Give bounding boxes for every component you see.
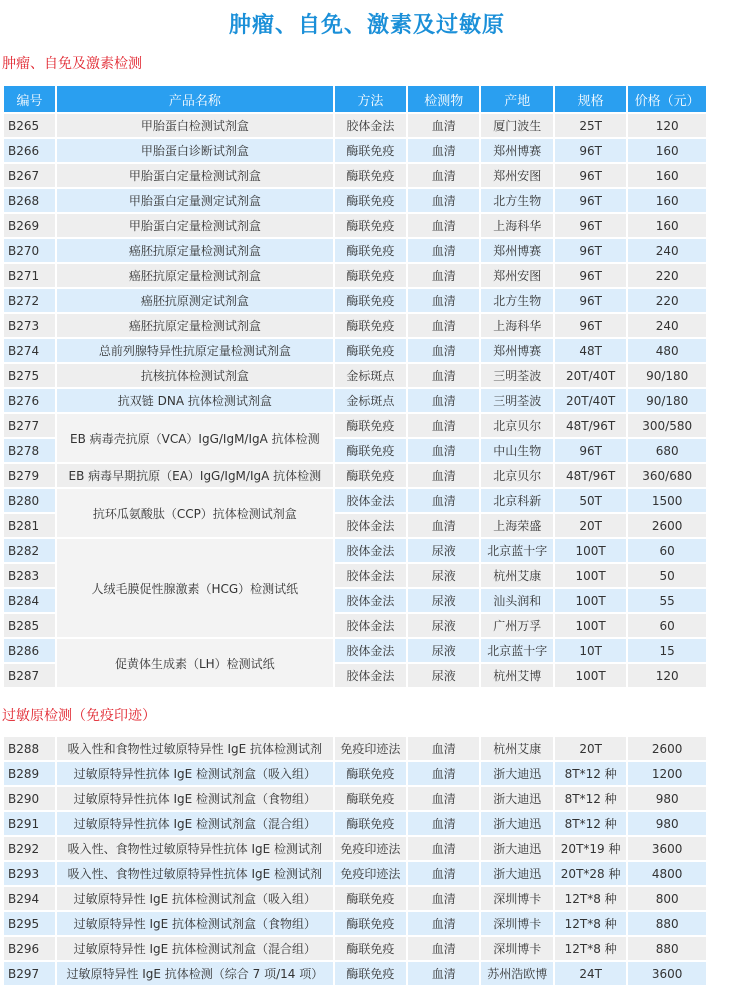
table-row [4,737,706,760]
cell-price: 680 [628,439,706,462]
cell-sample: 血清 [408,762,479,785]
cell-method: 酶联免疫 [335,414,406,437]
cell-origin: 上海荣盛 [481,514,552,537]
cell-name: 甲胎蛋白定量检测试剂盒 [57,214,333,237]
cell-method: 免疫印迹法 [335,862,406,885]
table-row [4,339,706,362]
table-row [4,787,706,810]
cell-code: B268 [4,189,55,212]
cell-code: B270 [4,239,55,262]
cell-code: B282 [4,539,55,562]
cell-price: 220 [628,264,706,287]
cell-origin: 北京科新 [481,489,552,512]
cell-origin: 上海科华 [481,214,552,237]
table-row [4,364,706,387]
cell-sample: 血清 [408,489,479,512]
header-name: 产品名称 [57,86,333,112]
cell-method: 金标斑点 [335,389,406,412]
cell-name: 抗核抗体检测试剂盒 [57,364,333,387]
cell-name: 癌胚抗原定量检测试剂盒 [57,264,333,287]
cell-spec: 12T*8 种 [555,887,626,910]
header-spec: 规格 [555,86,626,112]
cell-name: EB 病毒壳抗原（VCA）IgG/IgM/IgA 抗体检测 [57,414,333,462]
cell-code: B279 [4,464,55,487]
cell-method: 酶联免疫 [335,962,406,985]
cell-method: 酶联免疫 [335,762,406,785]
cell-price: 2600 [628,514,706,537]
section-title-tumor: 肿瘤、自免及激素检测 [2,56,142,72]
cell-name: 吸入性、食物性过敏原特异性抗体 IgE 检测试剂 [57,862,333,885]
cell-spec: 96T [555,439,626,462]
cell-origin: 三明荃波 [481,364,552,387]
cell-code: B291 [4,812,55,835]
cell-code: B281 [4,514,55,537]
cell-spec: 100T [555,664,626,687]
cell-sample: 血清 [408,812,479,835]
cell-origin: 深圳博卡 [481,887,552,910]
cell-code: B286 [4,639,55,662]
cell-code: B273 [4,314,55,337]
table-row [4,489,706,512]
cell-sample: 血清 [408,514,479,537]
cell-code: B274 [4,339,55,362]
cell-method: 胶体金法 [335,664,406,687]
cell-spec: 100T [555,589,626,612]
cell-sample: 血清 [408,414,479,437]
cell-price: 220 [628,289,706,312]
table-row [4,862,706,885]
cell-price: 90/180 [628,364,706,387]
cell-code: B284 [4,589,55,612]
cell-name: 过敏原特异性 IgE 抗体检测（综合 7 项/14 项） [57,962,333,985]
cell-method: 胶体金法 [335,589,406,612]
cell-method: 酶联免疫 [335,439,406,462]
cell-code: B269 [4,214,55,237]
cell-origin: 杭州艾康 [481,564,552,587]
cell-code: B277 [4,414,55,437]
cell-origin: 北京贝尔 [481,464,552,487]
cell-spec: 96T [555,189,626,212]
cell-code: B267 [4,164,55,187]
cell-code: B272 [4,289,55,312]
header-method: 方法 [335,86,406,112]
cell-spec: 96T [555,214,626,237]
cell-origin: 郑州安图 [481,264,552,287]
table-row [4,239,706,262]
cell-price: 60 [628,614,706,637]
cell-sample: 血清 [408,439,479,462]
cell-method: 胶体金法 [335,539,406,562]
cell-code: B276 [4,389,55,412]
table-row [4,887,706,910]
cell-price: 55 [628,589,706,612]
cell-spec: 20T [555,737,626,760]
cell-method: 胶体金法 [335,614,406,637]
cell-code: B292 [4,837,55,860]
cell-price: 980 [628,812,706,835]
cell-sample: 血清 [408,339,479,362]
cell-sample: 血清 [408,164,479,187]
cell-origin: 浙大迪迅 [481,862,552,885]
page-title: 肿瘤、自免、激素及过敏原 [228,13,505,38]
cell-spec: 24T [555,962,626,985]
table-row [4,139,706,162]
cell-price: 3600 [628,962,706,985]
cell-sample: 血清 [408,837,479,860]
cell-method: 胶体金法 [335,514,406,537]
cell-name: 吸入性和食物性过敏原特异性 IgE 抗体检测试剂 [57,737,333,760]
cell-method: 酶联免疫 [335,787,406,810]
cell-method: 金标斑点 [335,364,406,387]
cell-origin: 北方生物 [481,189,552,212]
cell-sample: 血清 [408,114,479,137]
cell-code: B265 [4,114,55,137]
cell-method: 酶联免疫 [335,937,406,960]
cell-price: 1500 [628,489,706,512]
cell-name: 促黄体生成素（LH）检测试纸 [57,639,333,687]
cell-sample: 尿液 [408,539,479,562]
cell-name: 甲胎蛋白定量检测试剂盒 [57,164,333,187]
cell-sample: 血清 [408,289,479,312]
table-row [4,962,706,985]
cell-origin: 郑州博赛 [481,339,552,362]
cell-origin: 浙大迪迅 [481,837,552,860]
cell-code: B271 [4,264,55,287]
table-row [4,539,706,562]
cell-sample: 血清 [408,787,479,810]
table-row [4,639,706,662]
cell-code: B266 [4,139,55,162]
cell-code: B287 [4,664,55,687]
table-row [4,389,706,412]
cell-name: 总前列腺特异性抗原定量检测试剂盒 [57,339,333,362]
cell-spec: 96T [555,164,626,187]
cell-sample: 血清 [408,189,479,212]
cell-origin: 中山生物 [481,439,552,462]
cell-sample: 血清 [408,214,479,237]
cell-method: 酶联免疫 [335,164,406,187]
cell-method: 酶联免疫 [335,464,406,487]
cell-spec: 8T*12 种 [555,762,626,785]
cell-origin: 上海科华 [481,314,552,337]
cell-code: B275 [4,364,55,387]
cell-sample: 血清 [408,314,479,337]
cell-price: 160 [628,164,706,187]
cell-code: B288 [4,737,55,760]
cell-origin: 汕头润和 [481,589,552,612]
cell-price: 4800 [628,862,706,885]
cell-price: 120 [628,664,706,687]
cell-spec: 10T [555,639,626,662]
cell-price: 980 [628,787,706,810]
cell-name: 癌胚抗原定量检测试剂盒 [57,239,333,262]
section-title-allergen: 过敏原检测（免疫印迹） [2,708,156,724]
cell-sample: 尿液 [408,564,479,587]
cell-name: 癌胚抗原测定试剂盒 [57,289,333,312]
allergen-table-body [4,737,706,985]
cell-spec: 48T [555,339,626,362]
cell-method: 酶联免疫 [335,214,406,237]
cell-name: 抗环瓜氨酸肽（CCP）抗体检测试剂盒 [57,489,333,537]
cell-spec: 96T [555,314,626,337]
cell-spec: 100T [555,539,626,562]
cell-spec: 50T [555,489,626,512]
cell-code: B295 [4,912,55,935]
cell-code: B289 [4,762,55,785]
cell-name: 甲胎蛋白诊断试剂盒 [57,139,333,162]
cell-sample: 血清 [408,962,479,985]
cell-origin: 郑州博赛 [481,239,552,262]
cell-origin: 北京贝尔 [481,414,552,437]
table-row [4,214,706,237]
cell-method: 胶体金法 [335,489,406,512]
cell-method: 酶联免疫 [335,339,406,362]
cell-code: B297 [4,962,55,985]
table-row [4,937,706,960]
table-row [4,164,706,187]
cell-spec: 20T/40T [555,389,626,412]
cell-price: 50 [628,564,706,587]
table-row [4,464,706,487]
cell-sample: 血清 [408,239,479,262]
cell-method: 酶联免疫 [335,264,406,287]
cell-price: 800 [628,887,706,910]
cell-sample: 血清 [408,139,479,162]
header-sample: 检测物 [408,86,479,112]
cell-method: 酶联免疫 [335,887,406,910]
cell-spec: 8T*12 种 [555,787,626,810]
cell-origin: 三明荃波 [481,389,552,412]
cell-origin: 厦门波生 [481,114,552,137]
header-origin: 产地 [481,86,552,112]
cell-sample: 血清 [408,862,479,885]
cell-price: 60 [628,539,706,562]
cell-origin: 杭州艾博 [481,664,552,687]
cell-price: 90/180 [628,389,706,412]
cell-spec: 48T/96T [555,414,626,437]
tumor-table-body [4,114,706,687]
cell-method: 免疫印迹法 [335,837,406,860]
table-header-row [4,86,706,112]
cell-method: 免疫印迹法 [335,737,406,760]
cell-price: 120 [628,114,706,137]
cell-origin: 浙大迪迅 [481,762,552,785]
cell-spec: 8T*12 种 [555,812,626,835]
cell-sample: 血清 [408,364,479,387]
cell-sample: 血清 [408,389,479,412]
cell-name: 过敏原特异性抗体 IgE 检测试剂盒（混合组） [57,812,333,835]
table-row [4,912,706,935]
tumor-product-table [2,84,708,689]
cell-price: 2600 [628,737,706,760]
cell-spec: 96T [555,239,626,262]
cell-spec: 12T*8 种 [555,912,626,935]
cell-origin: 北方生物 [481,289,552,312]
table-row [4,289,706,312]
cell-method: 酶联免疫 [335,314,406,337]
cell-price: 880 [628,912,706,935]
table-row [4,314,706,337]
table-row [4,414,706,437]
header-price: 价格（元） [628,86,706,112]
cell-code: B280 [4,489,55,512]
cell-price: 1200 [628,762,706,785]
cell-price: 3600 [628,837,706,860]
cell-origin: 深圳博卡 [481,912,552,935]
cell-price: 880 [628,937,706,960]
cell-name: 甲胎蛋白检测试剂盒 [57,114,333,137]
cell-name: 过敏原特异性抗体 IgE 检测试剂盒（吸入组） [57,762,333,785]
header-code: 编号 [4,86,55,112]
cell-spec: 25T [555,114,626,137]
table-row [4,189,706,212]
cell-spec: 96T [555,264,626,287]
cell-spec: 100T [555,614,626,637]
cell-sample: 血清 [408,912,479,935]
cell-price: 15 [628,639,706,662]
table-row [4,837,706,860]
cell-method: 胶体金法 [335,114,406,137]
cell-spec: 100T [555,564,626,587]
cell-name: 过敏原特异性 IgE 抗体检测试剂盒（食物组） [57,912,333,935]
cell-price: 160 [628,139,706,162]
cell-name: 甲胎蛋白定量测定试剂盒 [57,189,333,212]
cell-price: 240 [628,314,706,337]
cell-origin: 杭州艾康 [481,737,552,760]
cell-spec: 20T*19 种 [555,837,626,860]
table-row [4,812,706,835]
cell-method: 酶联免疫 [335,812,406,835]
cell-price: 240 [628,239,706,262]
cell-sample: 血清 [408,264,479,287]
cell-code: B283 [4,564,55,587]
cell-origin: 苏州浩欧博 [481,962,552,985]
cell-spec: 48T/96T [555,464,626,487]
cell-name: 抗双链 DNA 抗体检测试剂盒 [57,389,333,412]
cell-spec: 20T [555,514,626,537]
cell-name: 过敏原特异性抗体 IgE 检测试剂盒（食物组） [57,787,333,810]
cell-spec: 20T*28 种 [555,862,626,885]
cell-origin: 浙大迪迅 [481,812,552,835]
cell-code: B293 [4,862,55,885]
cell-origin: 广州万孚 [481,614,552,637]
cell-name: EB 病毒早期抗原（EA）IgG/IgM/IgA 抗体检测 [57,464,333,487]
cell-method: 酶联免疫 [335,912,406,935]
cell-code: B290 [4,787,55,810]
cell-origin: 浙大迪迅 [481,787,552,810]
cell-origin: 北京蓝十字 [481,639,552,662]
cell-origin: 郑州安图 [481,164,552,187]
cell-method: 胶体金法 [335,639,406,662]
cell-method: 胶体金法 [335,564,406,587]
cell-code: B294 [4,887,55,910]
cell-price: 160 [628,189,706,212]
cell-spec: 20T/40T [555,364,626,387]
cell-sample: 尿液 [408,614,479,637]
table-row [4,264,706,287]
cell-name: 吸入性、食物性过敏原特异性抗体 IgE 检测试剂 [57,837,333,860]
cell-sample: 血清 [408,464,479,487]
cell-price: 360/680 [628,464,706,487]
table-row [4,114,706,137]
cell-name: 人绒毛膜促性腺激素（HCG）检测试纸 [57,539,333,637]
cell-method: 酶联免疫 [335,189,406,212]
cell-method: 酶联免疫 [335,289,406,312]
cell-origin: 郑州博赛 [481,139,552,162]
cell-spec: 12T*8 种 [555,937,626,960]
cell-sample: 尿液 [408,589,479,612]
cell-code: B296 [4,937,55,960]
cell-spec: 96T [555,139,626,162]
cell-code: B285 [4,614,55,637]
cell-price: 480 [628,339,706,362]
cell-method: 酶联免疫 [335,139,406,162]
cell-price: 300/580 [628,414,706,437]
cell-sample: 血清 [408,737,479,760]
cell-sample: 血清 [408,887,479,910]
cell-origin: 北京蓝十字 [481,539,552,562]
cell-name: 过敏原特异性 IgE 抗体检测试剂盒（吸入组） [57,887,333,910]
cell-name: 过敏原特异性 IgE 抗体检测试剂盒（混合组） [57,937,333,960]
cell-method: 酶联免疫 [335,239,406,262]
cell-sample: 尿液 [408,664,479,687]
cell-sample: 血清 [408,937,479,960]
table-row [4,762,706,785]
cell-code: B278 [4,439,55,462]
cell-sample: 尿液 [408,639,479,662]
cell-origin: 深圳博卡 [481,937,552,960]
cell-spec: 96T [555,289,626,312]
allergen-product-table [2,735,708,987]
cell-price: 160 [628,214,706,237]
cell-name: 癌胚抗原定量检测试剂盒 [57,314,333,337]
